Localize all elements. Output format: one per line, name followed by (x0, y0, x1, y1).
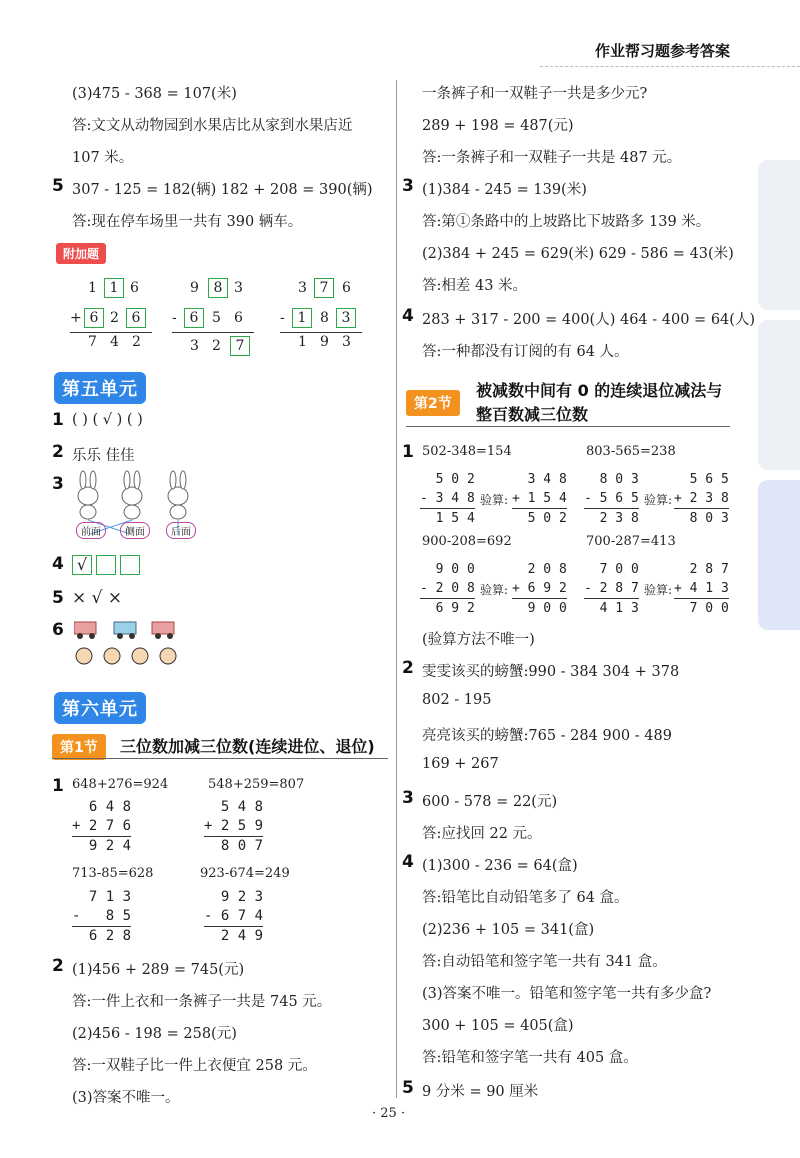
answer-box: 1 (292, 308, 312, 328)
vehicles-and-kids-figure (74, 618, 184, 674)
question-number: 6 (52, 620, 64, 640)
text-line: 一条裤子和一双鞋子一共是多少元? (422, 86, 648, 102)
digit: 1 (298, 334, 307, 350)
bunny-side-icon (122, 471, 142, 519)
digit: 1 (88, 280, 97, 296)
text-line: 答:铅笔比自动铅笔多了 64 盒。 (422, 890, 629, 906)
u5-q1-answer: ( ) ( √ ) ( ) (72, 412, 143, 428)
vertical-calc (72, 798, 131, 856)
calc-row: 9 0 0 (420, 562, 475, 577)
text-line: 802 - 195 (422, 692, 492, 708)
u5-q4-boxes (72, 554, 144, 575)
bonus-badge: 附加题 (56, 243, 106, 264)
calc-result: 7 0 0 (674, 598, 729, 618)
question-number: 1 (402, 442, 414, 462)
question-number: 2 (52, 956, 64, 976)
equation: 548+259=807 (208, 777, 305, 792)
operator: - (172, 310, 177, 326)
calc-row: + 2 7 6 (72, 818, 132, 834)
digit: 2 (110, 310, 119, 326)
bunny-front-icon (78, 471, 98, 519)
view-label-side: 侧面 (120, 522, 150, 539)
s1-q2-line: (1)456 + 289 = 745(元) (72, 962, 245, 978)
digit: 8 (320, 310, 329, 326)
answer-box: 6 (84, 308, 104, 328)
operator: + (70, 310, 82, 326)
view-label-back: 后面 (166, 522, 196, 539)
digit: 3 (298, 280, 307, 296)
calc-result: 5 0 2 (512, 508, 567, 528)
vertical-calc (72, 888, 131, 946)
calc-row: + 1 5 4 (512, 491, 567, 506)
text-line: 289 + 198 = 487(元) (422, 118, 574, 134)
text-line: 600 - 578 = 22(元) (422, 794, 558, 810)
digit: 6 (342, 280, 351, 296)
u5-q5-answer: × √ × (72, 588, 123, 608)
question-number: 5 (52, 588, 64, 608)
digit: 6 (130, 280, 139, 296)
side-tab-1[interactable] (758, 160, 800, 310)
calc-row: 7 0 0 (584, 562, 639, 577)
question-number: 3 (402, 788, 414, 808)
vertical-calc (584, 470, 639, 528)
calc-row: + 2 5 9 (204, 818, 264, 834)
answer-line-cont: 107 米。 (72, 150, 134, 166)
check-note: (验算方法不唯一) (422, 632, 535, 648)
vertical-calc (584, 560, 639, 618)
calc-result: 4 1 3 (584, 598, 639, 618)
calc-row: - 8 5 (72, 908, 132, 924)
calc-row: 8 0 3 (584, 472, 639, 487)
check-calc (512, 470, 567, 528)
calc-row: - 2 0 8 (420, 581, 475, 596)
side-tab-2[interactable] (758, 320, 800, 470)
equation: 803-565=238 (586, 444, 676, 459)
digit: 9 (320, 334, 329, 350)
answer-box: 7 (230, 336, 250, 356)
calc-rule (70, 332, 152, 333)
text-line: 答:第①条路中的上坡路比下坡路多 139 米。 (422, 214, 711, 230)
calc-row: 3 4 8 (512, 472, 567, 487)
calc-row: 9 2 3 (204, 889, 264, 905)
calc-row: + 6 9 2 (512, 581, 567, 596)
digit: 7 (88, 334, 97, 350)
digit: 4 (110, 334, 119, 350)
text-line: 9 分米 = 90 厘米 (422, 1084, 539, 1100)
bonus-calc-1 (70, 278, 160, 378)
question-number: 5 (402, 1078, 414, 1098)
digit: 3 (342, 334, 351, 350)
question-number: 4 (402, 852, 414, 872)
checkbox-answer: √ (72, 555, 92, 575)
equation: 713-85=628 (72, 866, 154, 881)
calc-row: - 3 4 8 (420, 491, 475, 506)
calc-row: + 2 3 8 (674, 491, 729, 506)
equation: 700-287=413 (586, 534, 676, 549)
section-2-title-line1: 被减数中间有 0 的连续退位减法与 (476, 381, 723, 400)
answer-box: 1 (104, 278, 124, 298)
unit-6-heading: 第六单元 (54, 692, 146, 724)
vertical-calc (420, 560, 475, 618)
equation: 923-674=249 (200, 866, 290, 881)
question-number: 1 (52, 776, 64, 796)
check-label: 验算: (644, 583, 673, 597)
calc-rule (172, 332, 254, 333)
calc-row: 5 4 8 (204, 799, 264, 815)
s1-q2-line: 答:一双鞋子比一件上衣便宜 258 元。 (72, 1058, 317, 1074)
question-number: 4 (52, 554, 64, 574)
calc-result: 1 5 4 (420, 508, 475, 528)
q5-answer: 答:现在停车场里一共有 390 辆车。 (72, 214, 303, 230)
calc-result: 8 0 3 (674, 508, 729, 528)
u5-q2-answer: 乐乐 佳佳 (72, 448, 135, 464)
q5-equation: 307 - 125 = 182(辆) 182 + 208 = 390(辆) (72, 182, 373, 198)
text-line: (2)384 + 245 = 629(米) 629 - 586 = 43(米) (422, 246, 734, 262)
bonus-calc-2 (172, 278, 262, 378)
question-number: 2 (402, 658, 414, 678)
calc-result: 8 0 7 (204, 838, 264, 854)
page-number: · 25 · (372, 1106, 406, 1121)
bonus-calc-3 (280, 278, 370, 378)
text-line: 雯雯该买的螃蟹:990 - 384 304 + 378 (422, 664, 680, 680)
text-line: 300 + 105 = 405(盒) (422, 1018, 574, 1034)
text-line: 答:一条裤子和一双鞋子一共是 487 元。 (422, 150, 682, 166)
answer-box: 6 (184, 308, 204, 328)
text-line: (3)答案不唯一。铅笔和签字笔一共有多少盒? (422, 986, 712, 1002)
text-line: (2)236 + 105 = 341(盒) (422, 922, 595, 938)
text-line: 答:相差 43 米。 (422, 278, 528, 294)
calc-row: 7 1 3 (72, 889, 132, 905)
question-number: 4 (402, 306, 414, 326)
calc-result: 2 4 9 (204, 928, 264, 944)
digit: 9 (190, 280, 199, 296)
text-line: 答:自动铅笔和签字笔一共有 341 盒。 (422, 954, 667, 970)
s1-q2-line: (2)456 - 198 = 258(元) (72, 1026, 237, 1042)
text-line: 答:铅笔和签字笔一共有 405 盒。 (422, 1050, 638, 1066)
calc-result: 9 0 0 (512, 598, 567, 618)
question-number: 5 (52, 176, 64, 196)
vertical-calc (204, 888, 263, 946)
text-line: 169 + 267 (422, 756, 499, 772)
check-calc (674, 470, 729, 528)
vertical-calc (420, 470, 475, 528)
answer-box: 7 (314, 278, 334, 298)
calc-result: 9 2 4 (72, 838, 132, 854)
section-rule (52, 758, 388, 759)
checkbox-answer (120, 555, 140, 575)
unit-5-heading: 第五单元 (54, 372, 146, 404)
calc-row: 2 0 8 (512, 562, 567, 577)
line-3-475: (3)475 - 368 = 107(米) (72, 86, 237, 102)
text-line: 283 + 317 - 200 = 400(人) 464 - 400 = 64(人) (422, 312, 756, 328)
view-label-front: 前面 (76, 522, 106, 539)
check-calc (674, 560, 729, 618)
answer-box: 6 (126, 308, 146, 328)
check-label: 验算: (480, 583, 509, 597)
digit: 2 (212, 338, 221, 354)
section-rule (406, 426, 730, 427)
calc-row: + 4 1 3 (674, 581, 729, 596)
answer-box: 8 (208, 278, 228, 298)
answer-line: 答:文文从动物园到水果店比从家到水果店近 (72, 118, 353, 134)
digit: 2 (132, 334, 141, 350)
truck-icon (74, 622, 174, 639)
section-1-title: 三位数加减三位数(连续进位、退位) (120, 737, 375, 756)
calc-result: 6 2 8 (72, 928, 132, 944)
question-number: 2 (52, 442, 64, 462)
header-rule (540, 66, 800, 68)
page-header-title: 作业帮习题参考答案 (594, 42, 730, 60)
calc-result: 6 9 2 (420, 598, 475, 618)
section-2-badge: 第2节 (406, 390, 460, 416)
digit: 3 (234, 280, 243, 296)
calc-row: - 6 7 4 (204, 908, 264, 924)
text-line: (1)300 - 236 = 64(盒) (422, 858, 578, 874)
column-divider (396, 80, 397, 1098)
check-calc (512, 560, 567, 618)
text-line: 答:应找回 22 元。 (422, 826, 542, 842)
operator: - (280, 310, 285, 326)
calc-result: 2 3 8 (584, 508, 639, 528)
s1-q2-line: 答:一件上衣和一条裤子一共是 745 元。 (72, 994, 332, 1010)
calc-row: - 2 8 7 (584, 581, 639, 596)
check-label: 验算: (644, 493, 673, 507)
vertical-calc (204, 798, 263, 856)
calc-row: 5 0 2 (420, 472, 475, 487)
equation: 502-348=154 (422, 444, 512, 459)
digit: 3 (190, 338, 199, 354)
text-line: 亮亮该买的螃蟹:765 - 284 900 - 489 (422, 728, 672, 744)
calc-row: - 5 6 5 (584, 491, 639, 506)
text-line: (1)384 - 245 = 139(米) (422, 182, 587, 198)
section-2-title-line2: 整百数减三位数 (476, 405, 589, 424)
question-number: 3 (52, 474, 64, 494)
calc-rule (280, 332, 362, 333)
check-label: 验算: (480, 493, 509, 507)
s1-q2-line: (3)答案不唯一。 (72, 1090, 180, 1106)
kids-icon (76, 648, 176, 664)
side-tab-3[interactable] (758, 480, 800, 630)
question-number: 1 (52, 410, 64, 430)
calc-row: 5 6 5 (674, 472, 729, 487)
calc-row: 6 4 8 (72, 799, 132, 815)
calc-row: 2 8 7 (674, 562, 729, 577)
bunny-back-icon (168, 471, 188, 519)
digit: 6 (234, 310, 243, 326)
equation: 900-208=692 (422, 534, 512, 549)
section-1-badge: 第1节 (52, 734, 106, 760)
text-line: 答:一种都没有订阅的有 64 人。 (422, 344, 629, 360)
digit: 5 (212, 310, 221, 326)
equation: 648+276=924 (72, 777, 169, 792)
checkbox-answer (96, 555, 116, 575)
question-number: 3 (402, 176, 414, 196)
answer-box: 3 (336, 308, 356, 328)
